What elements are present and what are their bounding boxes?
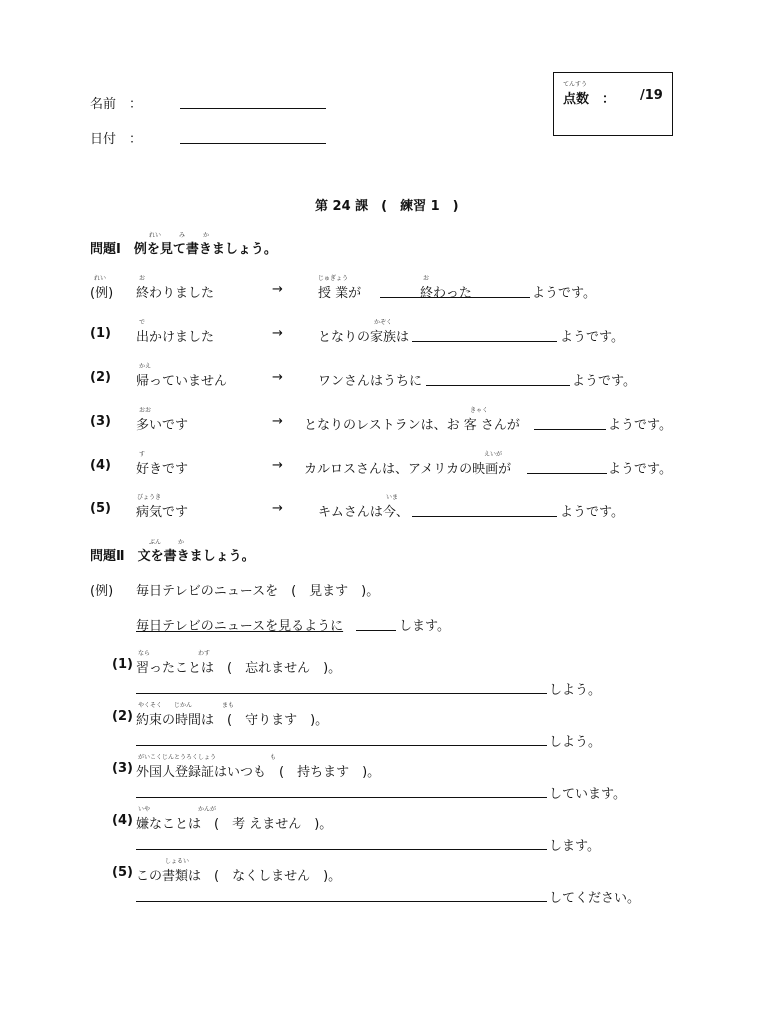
row-end: ようです。 [560, 505, 624, 520]
row-num: (5) [90, 501, 111, 516]
row-right-ruby: えいが [484, 451, 503, 458]
row-num: (例) [90, 286, 114, 301]
row-right: 授 業が [318, 286, 362, 301]
row-end: ようです。 [608, 418, 672, 433]
heading2-ruby-1: ぶん [149, 539, 162, 546]
item-num: (2) [112, 709, 133, 724]
row-end: ようです。 [532, 286, 596, 301]
row-right: キムさんは今、 [318, 505, 409, 520]
heading1-ruby-1: れい [149, 232, 162, 239]
row-end: ようです。 [560, 330, 624, 345]
answer-ruby: お [423, 275, 430, 282]
score-ruby: てんすう [563, 81, 588, 88]
row-left: 多いです [136, 418, 189, 433]
row-right-ruby: きゃく [470, 407, 489, 414]
ex-num-ruby: れい [94, 275, 107, 282]
answer-field[interactable] [136, 901, 547, 902]
answer-field[interactable] [136, 745, 547, 746]
row-end: ようです。 [572, 374, 636, 389]
arrow-icon: → [272, 326, 283, 341]
row-left: 好きです [136, 462, 189, 477]
item-end: します。 [549, 839, 600, 854]
score-total: /19 [640, 88, 663, 103]
row-num: (2) [90, 370, 111, 385]
arrow-icon: → [272, 414, 283, 429]
row-right: となりのレストランは、お 客 さんが [304, 418, 520, 433]
item-end: しよう。 [549, 683, 602, 698]
item-ruby: しょるい [165, 858, 190, 865]
item-prompt: 外国人登録証はいつも ( 持ちます )。 [136, 765, 381, 780]
example-num: (例) [90, 584, 114, 599]
row-left-ruby: びょうき [137, 494, 162, 501]
row-right: カルロスさんは、アメリカの映画が [304, 462, 512, 477]
row-num: (1) [90, 326, 111, 341]
answer-field[interactable] [527, 473, 607, 474]
item-prompt: 約束の時間は ( 守ります )。 [136, 713, 329, 728]
item-end: しています。 [549, 787, 626, 802]
row-left-ruby: かえ [139, 363, 152, 370]
item-num: (1) [112, 657, 133, 672]
item-num: (4) [112, 813, 133, 828]
answer-field[interactable] [534, 429, 606, 430]
item-ruby: なら わす [138, 650, 211, 657]
row-left-ruby: で [139, 319, 146, 326]
row-right-ruby: かぞく [374, 319, 393, 326]
example-answer: 毎日テレビのニュースを見るように [136, 619, 344, 634]
heading1-ruby-3: か [203, 232, 210, 239]
row-left: 帰っていません [136, 374, 228, 389]
heading1-ruby-2: み [179, 232, 186, 239]
row-right: ワンさんはうちに [318, 374, 423, 389]
example-answer-end: します。 [399, 619, 450, 634]
score-label: 点数 ： [563, 92, 616, 107]
row-left: 出かけました [136, 330, 215, 345]
answer-field[interactable] [136, 849, 547, 850]
answer-field[interactable] [426, 385, 570, 386]
row-left-ruby: おお [139, 407, 152, 414]
arrow-icon: → [272, 282, 283, 297]
row-left-ruby: お [139, 275, 146, 282]
date-field[interactable] [180, 143, 326, 144]
item-end: してください。 [549, 891, 641, 906]
arrow-icon: → [272, 458, 283, 473]
item-prompt: この書類は ( なくしません )。 [136, 869, 342, 884]
item-num: (3) [112, 761, 133, 776]
answer-field[interactable] [136, 797, 547, 798]
row-left: 病気です [136, 505, 189, 520]
row-left-ruby: す [139, 451, 146, 458]
row-end: ようです。 [608, 462, 672, 477]
item-ruby: やくそく じかん まも [138, 702, 235, 709]
section2-heading: 問題Ⅱ 文を書きましょう。 [90, 549, 255, 564]
row-num: (4) [90, 458, 111, 473]
name-field[interactable] [180, 108, 326, 109]
arrow-icon: → [272, 370, 283, 385]
date-label: 日付 ： [90, 132, 143, 147]
example-sentence: 毎日テレビのニュースを ( 見ます )。 [136, 584, 380, 599]
row-right-ruby: いま [386, 494, 399, 501]
item-prompt: 嫌なことは ( 考 えません )。 [136, 817, 333, 832]
row-right-ruby: じゅぎょう [318, 275, 349, 282]
item-end: しよう。 [549, 735, 602, 750]
name-label: 名前 ： [90, 97, 143, 112]
section1-heading: 問題Ⅰ 例を見て書きましょう。 [90, 242, 277, 257]
example-answer: 終わった [420, 286, 472, 301]
answer-field[interactable] [136, 693, 547, 694]
heading2-ruby-2: か [178, 539, 185, 546]
row-num: (3) [90, 414, 111, 429]
item-ruby: がいこくじんとうろくしょう も [138, 754, 277, 761]
answer-field[interactable] [412, 516, 557, 517]
row-right: となりの家族は [318, 330, 410, 345]
item-ruby: いや かんが [138, 806, 217, 813]
item-prompt: 習ったことは ( 忘れません )。 [136, 661, 342, 676]
page-title: 第 24 課 ( 練習 1 ) [315, 199, 459, 214]
arrow-icon: → [272, 501, 283, 516]
item-num: (5) [112, 865, 133, 880]
example-answer-line [356, 630, 396, 631]
answer-field[interactable] [412, 341, 557, 342]
row-left: 終わりました [136, 286, 215, 301]
